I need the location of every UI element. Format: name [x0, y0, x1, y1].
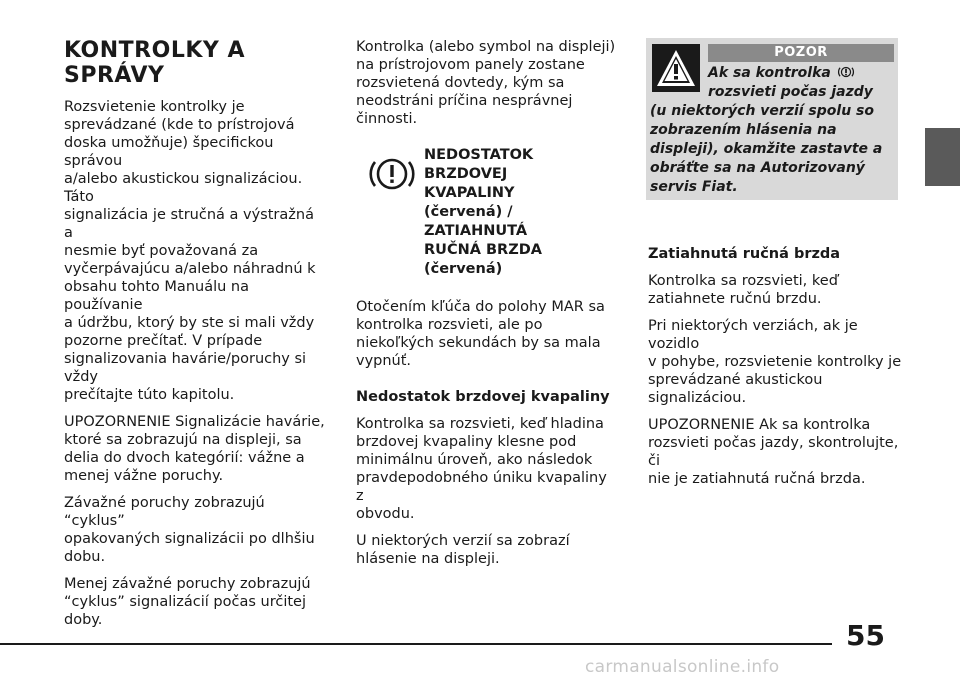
warning-line-1: Ak sa kontrolka	[650, 64, 894, 83]
warning-box	[646, 38, 898, 200]
paragraph: UPOZORNENIE Ak sa kontrolka rozsvieti počas jazdy, skontrolujte, či nie je zatiahnutá ručná brzda.	[648, 417, 899, 487]
brake-warning-icon	[836, 65, 856, 79]
watermark: carmanualsonline.info	[585, 657, 780, 677]
page-number: 55	[846, 619, 885, 652]
warning-line-2: rozsvieti počas jazdy	[708, 84, 873, 100]
warning-text	[650, 64, 894, 197]
brake-lamp-block	[356, 146, 616, 290]
warning-rest: (u niektorých verzií spolu so zobrazením hlásenia na displeji), okamžite zastavte a obráťte sa na Autorizovaný servis Fiat.	[650, 103, 883, 195]
paragraph: Pri niektorých verziách, ak je vozidlo v pohybe, rozsvietenie kontrolky je sprevádzané akustickou signalizáciou.	[648, 318, 902, 406]
brake-warning-icon	[364, 154, 420, 194]
paragraph: Menej závažné poruchy zobrazujú “cyklus” signalizácií počas určitej doby.	[64, 576, 311, 628]
paragraph: Závažné poruchy zobrazujú “cyklus” opakovaných signalizácii po dlhšiu dobu.	[64, 495, 315, 565]
footer-rule	[0, 643, 832, 645]
paragraph: U niektorých verzií sa zobrazí hlásenie na displeji.	[356, 533, 570, 567]
paragraph: Kontrolka sa rozsvieti, keď hladina brzdovej kvapaliny klesne pod minimálnu úroveň, ako následok pravdepodobného úniku kvapaliny z obvodu.	[356, 416, 607, 522]
section-title: KONTROLKY A SPRÁVY	[64, 38, 246, 88]
paragraph: UPOZORNENIE Signalizácie havárie, ktoré sa zobrazujú na displeji, sa delia do dvoch kategórií: vážne a menej vážne poruchy.	[64, 414, 325, 484]
subheading: Nedostatok brzdovej kvapaliny	[356, 389, 610, 405]
paragraph: Kontrolka (alebo symbol na displeji) na prístrojovom panely zostane rozsvietená dovtedy, kým sa neodstráni príčina nesprávnej činnosti.	[356, 39, 616, 127]
paragraph: Kontrolka sa rozsvieti, keď zatiahnete ručnú brzdu.	[648, 273, 838, 307]
column-2	[356, 38, 616, 577]
column-1	[64, 38, 326, 638]
lamp-label: NEDOSTATOK BRZDOVEJ KVAPALINY (červená) / ZATIAHNUTÁ RUČNÁ BRZDA (červená)	[424, 147, 542, 277]
subheading: Zatiahnutá ručná brzda	[648, 246, 841, 262]
warning-label: POZOR	[708, 44, 894, 62]
paragraph: Rozsvietenie kontrolky je sprevádzané (kde to prístrojová doska umožňuje) špecifickou správou a/alebo akustickou signalizáciou. Táto signalizácia je stručná a výstražná a nesmie byť považovaná za vyčerpávajúcu a/alebo náhradnú k obsahu tohto Manuálu na používanie a údržbu, ktorý by ste si mali vždy pozorne prečítať. V prípade signalizovania havárie/poruchy si vždy prečítajte túto kapitolu.	[64, 99, 316, 403]
column-3	[648, 245, 908, 497]
paragraph: Otočením kľúča do polohy MAR sa kontrolka rozsvieti, ale po niekoľkých sekundách by sa mala vypnúť.	[356, 299, 605, 369]
chapter-tab	[925, 128, 960, 186]
